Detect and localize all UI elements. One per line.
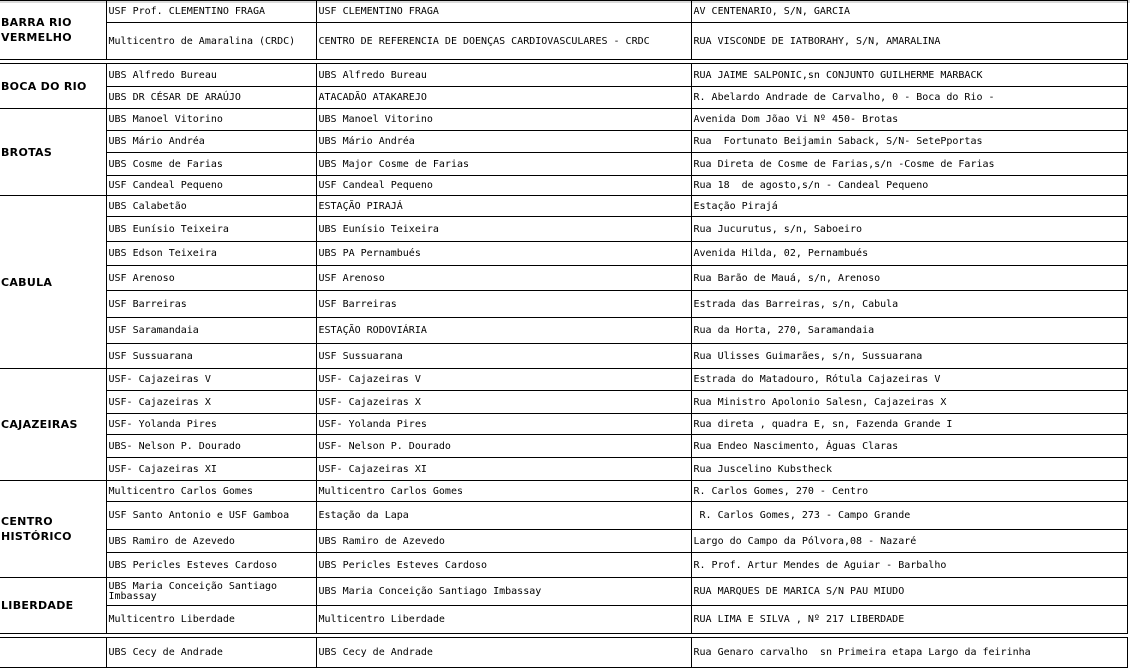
table-body	[0, 1, 1127, 668]
address-cell: Rua Direta de Cosme de Farias,s/n -Cosme de Farias	[691, 153, 1127, 176]
address-cell: Rua Ulisses Guimarães, s/n, Sussuarana	[691, 344, 1127, 369]
table-row	[0, 153, 1127, 176]
location-cell: USF- Nelson P. Dourado	[316, 435, 691, 458]
unit-cell: USF Saramandaia	[106, 318, 316, 344]
location-cell: USF- Cajazeiras X	[316, 391, 691, 414]
location-cell: USF- Cajazeiras V	[316, 369, 691, 391]
address-cell: Rua 18 de agosto,s/n - Candeal Pequeno	[691, 176, 1127, 196]
district-cell	[0, 638, 106, 668]
location-cell: UBS PA Pernambués	[316, 242, 691, 266]
location-cell: ATACADÃO ATAKAREJO	[316, 87, 691, 109]
unit-cell: UBS Maria Conceição Santiago Imbassay	[106, 578, 316, 606]
unit-cell: UBS Cecy de Andrade	[106, 638, 316, 668]
district-cell: BOCA DO RIO	[0, 64, 106, 109]
district-cell: BARRA RIO VERMELHO	[0, 1, 106, 60]
unit-cell: USF Barreiras	[106, 291, 316, 318]
table-row	[0, 266, 1127, 291]
address-cell: Avenida Dom Jõao Vi Nº 450- Brotas	[691, 109, 1127, 131]
unit-cell: USF- Yolanda Pires	[106, 414, 316, 435]
unit-cell: Multicentro de Amaralina (CRDC)	[106, 23, 316, 60]
unit-cell: UBS Edson Teixeira	[106, 242, 316, 266]
unit-cell: UBS Ramiro de Azevedo	[106, 530, 316, 553]
table-row	[0, 23, 1127, 60]
address-cell: Avenida Hilda, 02, Pernambués	[691, 242, 1127, 266]
location-cell: UBS Manoel Vitorino	[316, 109, 691, 131]
district-cell: BROTAS	[0, 109, 106, 196]
location-cell: ESTAÇÃO RODOVIÁRIA	[316, 318, 691, 344]
unit-cell: UBS Pericles Esteves Cardoso	[106, 553, 316, 578]
address-cell: Rua da Horta, 270, Saramandaia	[691, 318, 1127, 344]
unit-cell: UBS Cosme de Farias	[106, 153, 316, 176]
table-row	[0, 414, 1127, 435]
address-cell: Rua Fortunato Beijamin Saback, S/N- SetePportas	[691, 131, 1127, 153]
table-row	[0, 64, 1127, 87]
address-cell: Largo do Campo da Pólvora,08 - Nazaré	[691, 530, 1127, 553]
address-cell: Estação Pirajá	[691, 196, 1127, 217]
unit-cell: UBS Alfredo Bureau	[106, 64, 316, 87]
location-cell: Multicentro Carlos Gomes	[316, 481, 691, 502]
location-cell: UBS Major Cosme de Farias	[316, 153, 691, 176]
location-cell: UBS Mário Andréa	[316, 131, 691, 153]
address-cell: Estrada das Barreiras, s/n, Cabula	[691, 291, 1127, 318]
table-row	[0, 391, 1127, 414]
district-cell: CENTRO HISTÓRICO	[0, 481, 106, 578]
address-cell: Estrada do Matadouro, Rótula Cajazeiras V	[691, 369, 1127, 391]
table-row	[0, 502, 1127, 530]
address-cell: R. Carlos Gomes, 270 - Centro	[691, 481, 1127, 502]
address-cell: Rua Endeo Nascimento, Águas Claras	[691, 435, 1127, 458]
location-cell: UBS Maria Conceição Santiago Imbassay	[316, 578, 691, 606]
location-cell: USF- Cajazeiras XI	[316, 458, 691, 481]
table-row	[0, 109, 1127, 131]
location-cell: UBS Ramiro de Azevedo	[316, 530, 691, 553]
district-cell: CAJAZEIRAS	[0, 369, 106, 481]
location-cell: CENTRO DE REFERENCIA DE DOENÇAS CARDIOVASCULARES - CRDC	[316, 23, 691, 60]
table-row	[0, 344, 1127, 369]
unit-cell: UBS Manoel Vitorino	[106, 109, 316, 131]
unit-cell: USF Candeal Pequeno	[106, 176, 316, 196]
unit-cell: USF Arenoso	[106, 266, 316, 291]
unit-cell: Multicentro Liberdade	[106, 606, 316, 634]
table-row	[0, 606, 1127, 634]
address-cell: RUA LIMA E SILVA , Nº 217 LIBERDADE	[691, 606, 1127, 634]
table-row	[0, 578, 1127, 606]
address-cell: Rua Jucurutus, s/n, Saboeiro	[691, 217, 1127, 242]
address-cell: Rua Barão de Mauá, s/n, Arenoso	[691, 266, 1127, 291]
district-cell: CABULA	[0, 196, 106, 369]
address-cell: RUA VISCONDE DE IATBORAHY, S/N, AMARALINA	[691, 23, 1127, 60]
location-cell: UBS Alfredo Bureau	[316, 64, 691, 87]
address-cell: Rua direta , quadra E, sn, Fazenda Grande I	[691, 414, 1127, 435]
unit-cell: USF Prof. CLEMENTINO FRAGA	[106, 1, 316, 23]
table-row	[0, 217, 1127, 242]
table-row	[0, 530, 1127, 553]
unit-cell: Multicentro Carlos Gomes	[106, 481, 316, 502]
table-row	[0, 435, 1127, 458]
table-row	[0, 553, 1127, 578]
unit-cell: UBS- Nelson P. Dourado	[106, 435, 316, 458]
location-cell: USF- Yolanda Pires	[316, 414, 691, 435]
location-cell: UBS Cecy de Andrade	[316, 638, 691, 668]
address-cell: AV CENTENARIO, S/N, GARCIA	[691, 1, 1127, 23]
table-row	[0, 291, 1127, 318]
table-row	[0, 481, 1127, 502]
table-row	[0, 638, 1127, 668]
unit-cell: USF Sussuarana	[106, 344, 316, 369]
location-cell: UBS Pericles Esteves Cardoso	[316, 553, 691, 578]
location-cell: USF Sussuarana	[316, 344, 691, 369]
unit-cell: USF- Cajazeiras X	[106, 391, 316, 414]
address-cell: R. Abelardo Andrade de Carvalho, 0 - Boca do Rio -	[691, 87, 1127, 109]
address-cell: Rua Ministro Apolonio Salesn, Cajazeiras X	[691, 391, 1127, 414]
address-cell: RUA MARQUES DE MARICA S/N PAU MIUDO	[691, 578, 1127, 606]
location-cell: UBS Eunísio Teixeira	[316, 217, 691, 242]
address-cell: R. Prof. Artur Mendes de Aguiar - Barbalho	[691, 553, 1127, 578]
address-cell: R. Carlos Gomes, 273 - Campo Grande	[691, 502, 1127, 530]
table-row	[0, 318, 1127, 344]
district-cell: LIBERDADE	[0, 578, 106, 634]
location-cell: USF CLEMENTINO FRAGA	[316, 1, 691, 23]
location-cell: ESTAÇÃO PIRAJÁ	[316, 196, 691, 217]
unit-cell: UBS Mário Andréa	[106, 131, 316, 153]
unit-cell: USF- Cajazeiras XI	[106, 458, 316, 481]
location-cell: USF Barreiras	[316, 291, 691, 318]
table-row	[0, 131, 1127, 153]
address-cell: RUA JAIME SALPONIC,sn CONJUNTO GUILHERME MARBACK	[691, 64, 1127, 87]
location-cell: USF Candeal Pequeno	[316, 176, 691, 196]
location-cell: Multicentro Liberdade	[316, 606, 691, 634]
table-row	[0, 87, 1127, 109]
location-cell: Estação da Lapa	[316, 502, 691, 530]
address-cell: Rua Juscelino Kubstheck	[691, 458, 1127, 481]
table-row	[0, 196, 1127, 217]
unit-cell: UBS Calabetão	[106, 196, 316, 217]
table-row	[0, 369, 1127, 391]
table-row	[0, 458, 1127, 481]
table-row	[0, 242, 1127, 266]
table-row	[0, 176, 1127, 196]
address-cell: Rua Genaro carvalho sn Primeira etapa Largo da feirinha	[691, 638, 1127, 668]
unit-cell: UBS DR CÉSAR DE ARAÚJO	[106, 87, 316, 109]
unit-cell: USF Santo Antonio e USF Gamboa	[106, 502, 316, 530]
table-row	[0, 1, 1127, 23]
location-cell: USF Arenoso	[316, 266, 691, 291]
unit-cell: USF- Cajazeiras V	[106, 369, 316, 391]
unit-cell: UBS Eunísio Teixeira	[106, 217, 316, 242]
